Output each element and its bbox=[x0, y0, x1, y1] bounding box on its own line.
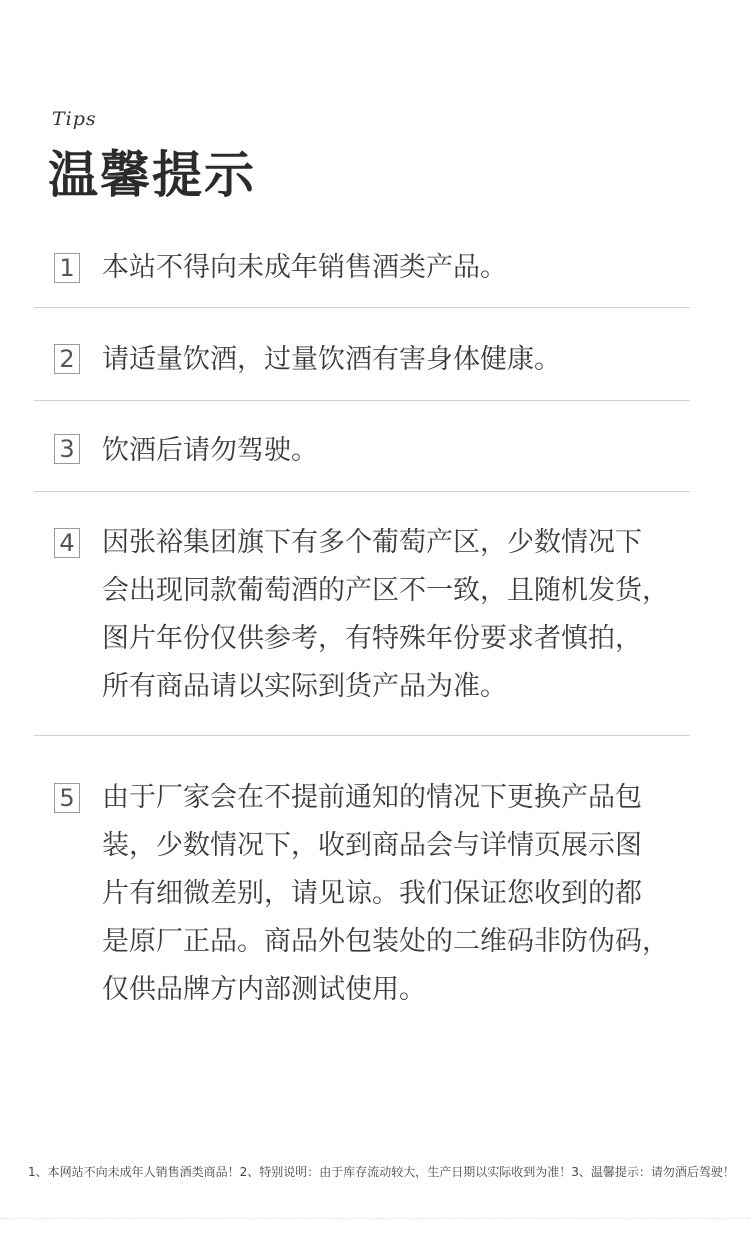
tip-text: 由于厂家会在不提前通知的情况下更换产品包 装，少数情况下，收到商品会与详情页展示图 片有细微差别，请见谅。我们保证您收到的都 是原厂正品。商品外包装处的二维码非防伪码， 仅供品牌方内部测试使用。 bbox=[102, 782, 669, 1005]
divider bbox=[34, 491, 690, 492]
footer-notice: 1、本网站不向未成年人销售酒类商品！2、特别说明：由于库存流动较大，生产日期以实际收到为准！3、温馨提示：请勿酒后驾驶！ bbox=[28, 1165, 735, 1179]
divider bbox=[34, 735, 690, 736]
divider bbox=[34, 400, 690, 401]
tip-text: 饮酒后请勿驾驶。 bbox=[102, 435, 318, 466]
tip-number-box: 4 bbox=[54, 528, 80, 558]
tip-number-box: 1 bbox=[54, 253, 80, 283]
tips-label: Tips bbox=[52, 108, 97, 130]
tip-text: 因张裕集团旗下有多个葡萄产区，少数情况下 会出现同款葡萄酒的产区不一致，且随机发货， 图片年份仅供参考，有特殊年份要求者慎拍， 所有商品请以实际到货产品为准。 bbox=[102, 527, 669, 702]
divider bbox=[34, 307, 690, 308]
footer-divider bbox=[0, 1218, 750, 1219]
tip-text: 请适量饮酒，过量饮酒有害身体健康。 bbox=[102, 344, 561, 375]
tip-number-box: 3 bbox=[54, 434, 80, 464]
tip-number-box: 2 bbox=[54, 344, 80, 374]
tip-text: 本站不得向未成年销售酒类产品。 bbox=[102, 252, 507, 283]
page-title: 温馨提示 bbox=[48, 145, 256, 204]
tip-number-box: 5 bbox=[54, 783, 80, 813]
